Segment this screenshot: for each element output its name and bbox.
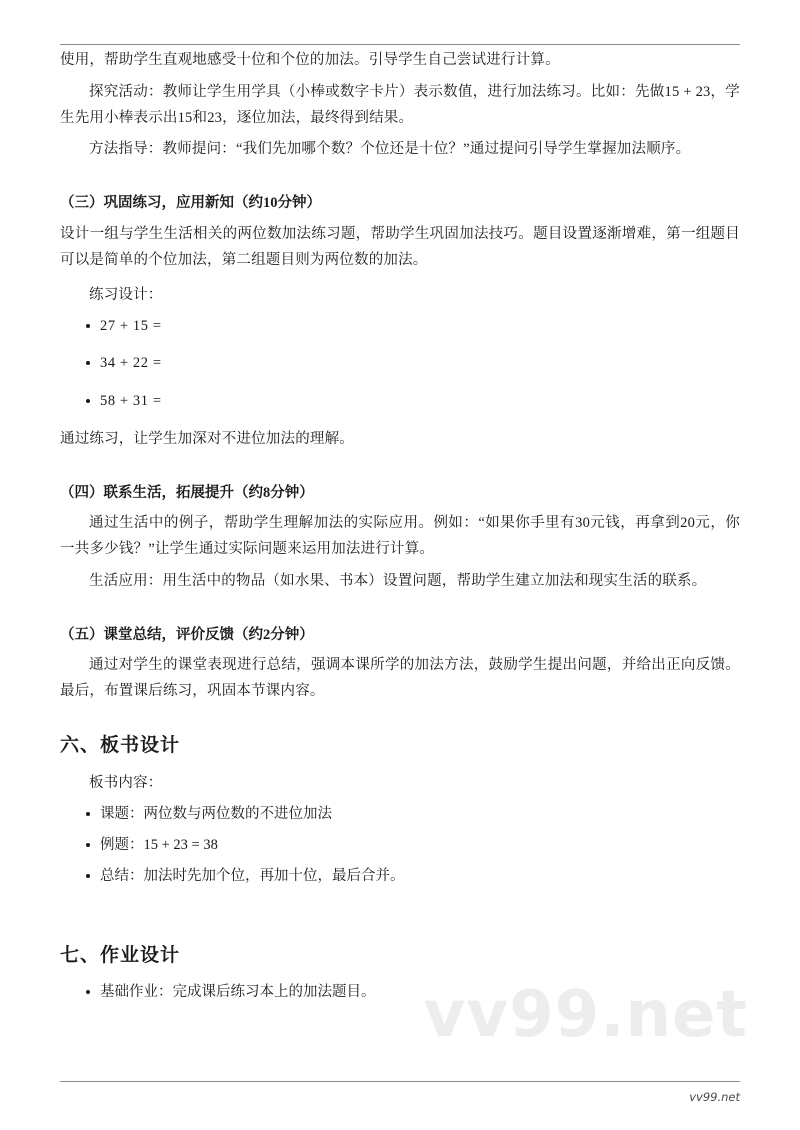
footer-text: vv99.net	[689, 1090, 740, 1104]
heading-section-seven: 七、作业设计	[60, 944, 181, 966]
heading-section-five: （五）课堂总结，评价反馈（约2分钟）	[60, 626, 314, 643]
list-item: 27 + 15 =	[86, 315, 740, 338]
label-exercise-design: 练习设计：	[89, 287, 163, 304]
exercise-list	[60, 315, 740, 413]
paragraph-section-three-closing: 通过练习，让学生加深对不进位加法的理解。	[60, 430, 354, 447]
spacer	[60, 459, 740, 467]
paragraph-section-four-1: 通过生活中的例子，帮助学生理解加法的实际应用。例如：“如果你手里有30元钱，再拿到20元，你一共多少钱？”让学生通过实际问题来运用加法进行计算。	[60, 515, 740, 558]
list-item: 例题：15 + 23 = 38	[86, 834, 740, 857]
header-divider	[60, 44, 740, 45]
homework-list	[60, 981, 740, 1004]
blackboard-list	[60, 803, 740, 889]
watermark: vv99.net	[423, 978, 748, 1052]
label-blackboard-content: 板书内容：	[89, 775, 163, 792]
spacer	[60, 899, 740, 915]
spacer	[60, 601, 740, 609]
heading-section-six: 六、板书设计	[60, 734, 181, 756]
spacer	[60, 169, 740, 177]
footer-divider	[60, 1081, 740, 1082]
paragraph-method-guidance: 方法指导：教师提问：“我们先加哪个数？个位还是十位？”通过提问引导学生掌握加法顺序。	[89, 141, 691, 158]
list-item: 34 + 22 =	[86, 352, 740, 375]
list-item: 基础作业：完成课后练习本上的加法题目。	[86, 981, 740, 1004]
paragraph-section-four-2: 生活应用：用生活中的物品（如水果、书本）设置问题，帮助学生建立加法和现实生活的联系。	[89, 572, 707, 589]
list-item: 总结：加法时先加个位，再加十位，最后合并。	[86, 865, 740, 888]
paragraph-inquiry-activity: 探究活动：教师让学生用学具（小棒或数字卡片）表示数值，进行加法练习。比如：先做15 + 23，学生先用小棒表示出15和23，逐位加法，最终得到结果。	[60, 83, 740, 126]
heading-section-three: （三）巩固练习，应用新知（约10分钟）	[60, 195, 321, 212]
paragraph-section-three: 设计一组与学生生活相关的两位数加法练习题，帮助学生巩固加法技巧。题目设置逐渐增难，第一组题目可以是简单的个位加法，第二组题目则为两位数的加法。	[60, 225, 740, 268]
paragraph-continuation: 使用，帮助学生直观地感受十位和个位的加法。引导学生自己尝试进行计算。	[60, 52, 560, 68]
list-item: 58 + 31 =	[86, 390, 740, 413]
heading-section-four: （四）联系生活，拓展提升（约8分钟）	[60, 484, 314, 501]
document-content	[60, 48, 740, 1004]
paragraph-section-five: 通过对学生的课堂表现进行总结，强调本课所学的加法方法，鼓励学生提出问题，并给出正向反馈。最后，布置课后练习，巩固本节课内容。	[60, 657, 740, 700]
list-item: 课题：两位数与两位数的不进位加法	[86, 803, 740, 826]
